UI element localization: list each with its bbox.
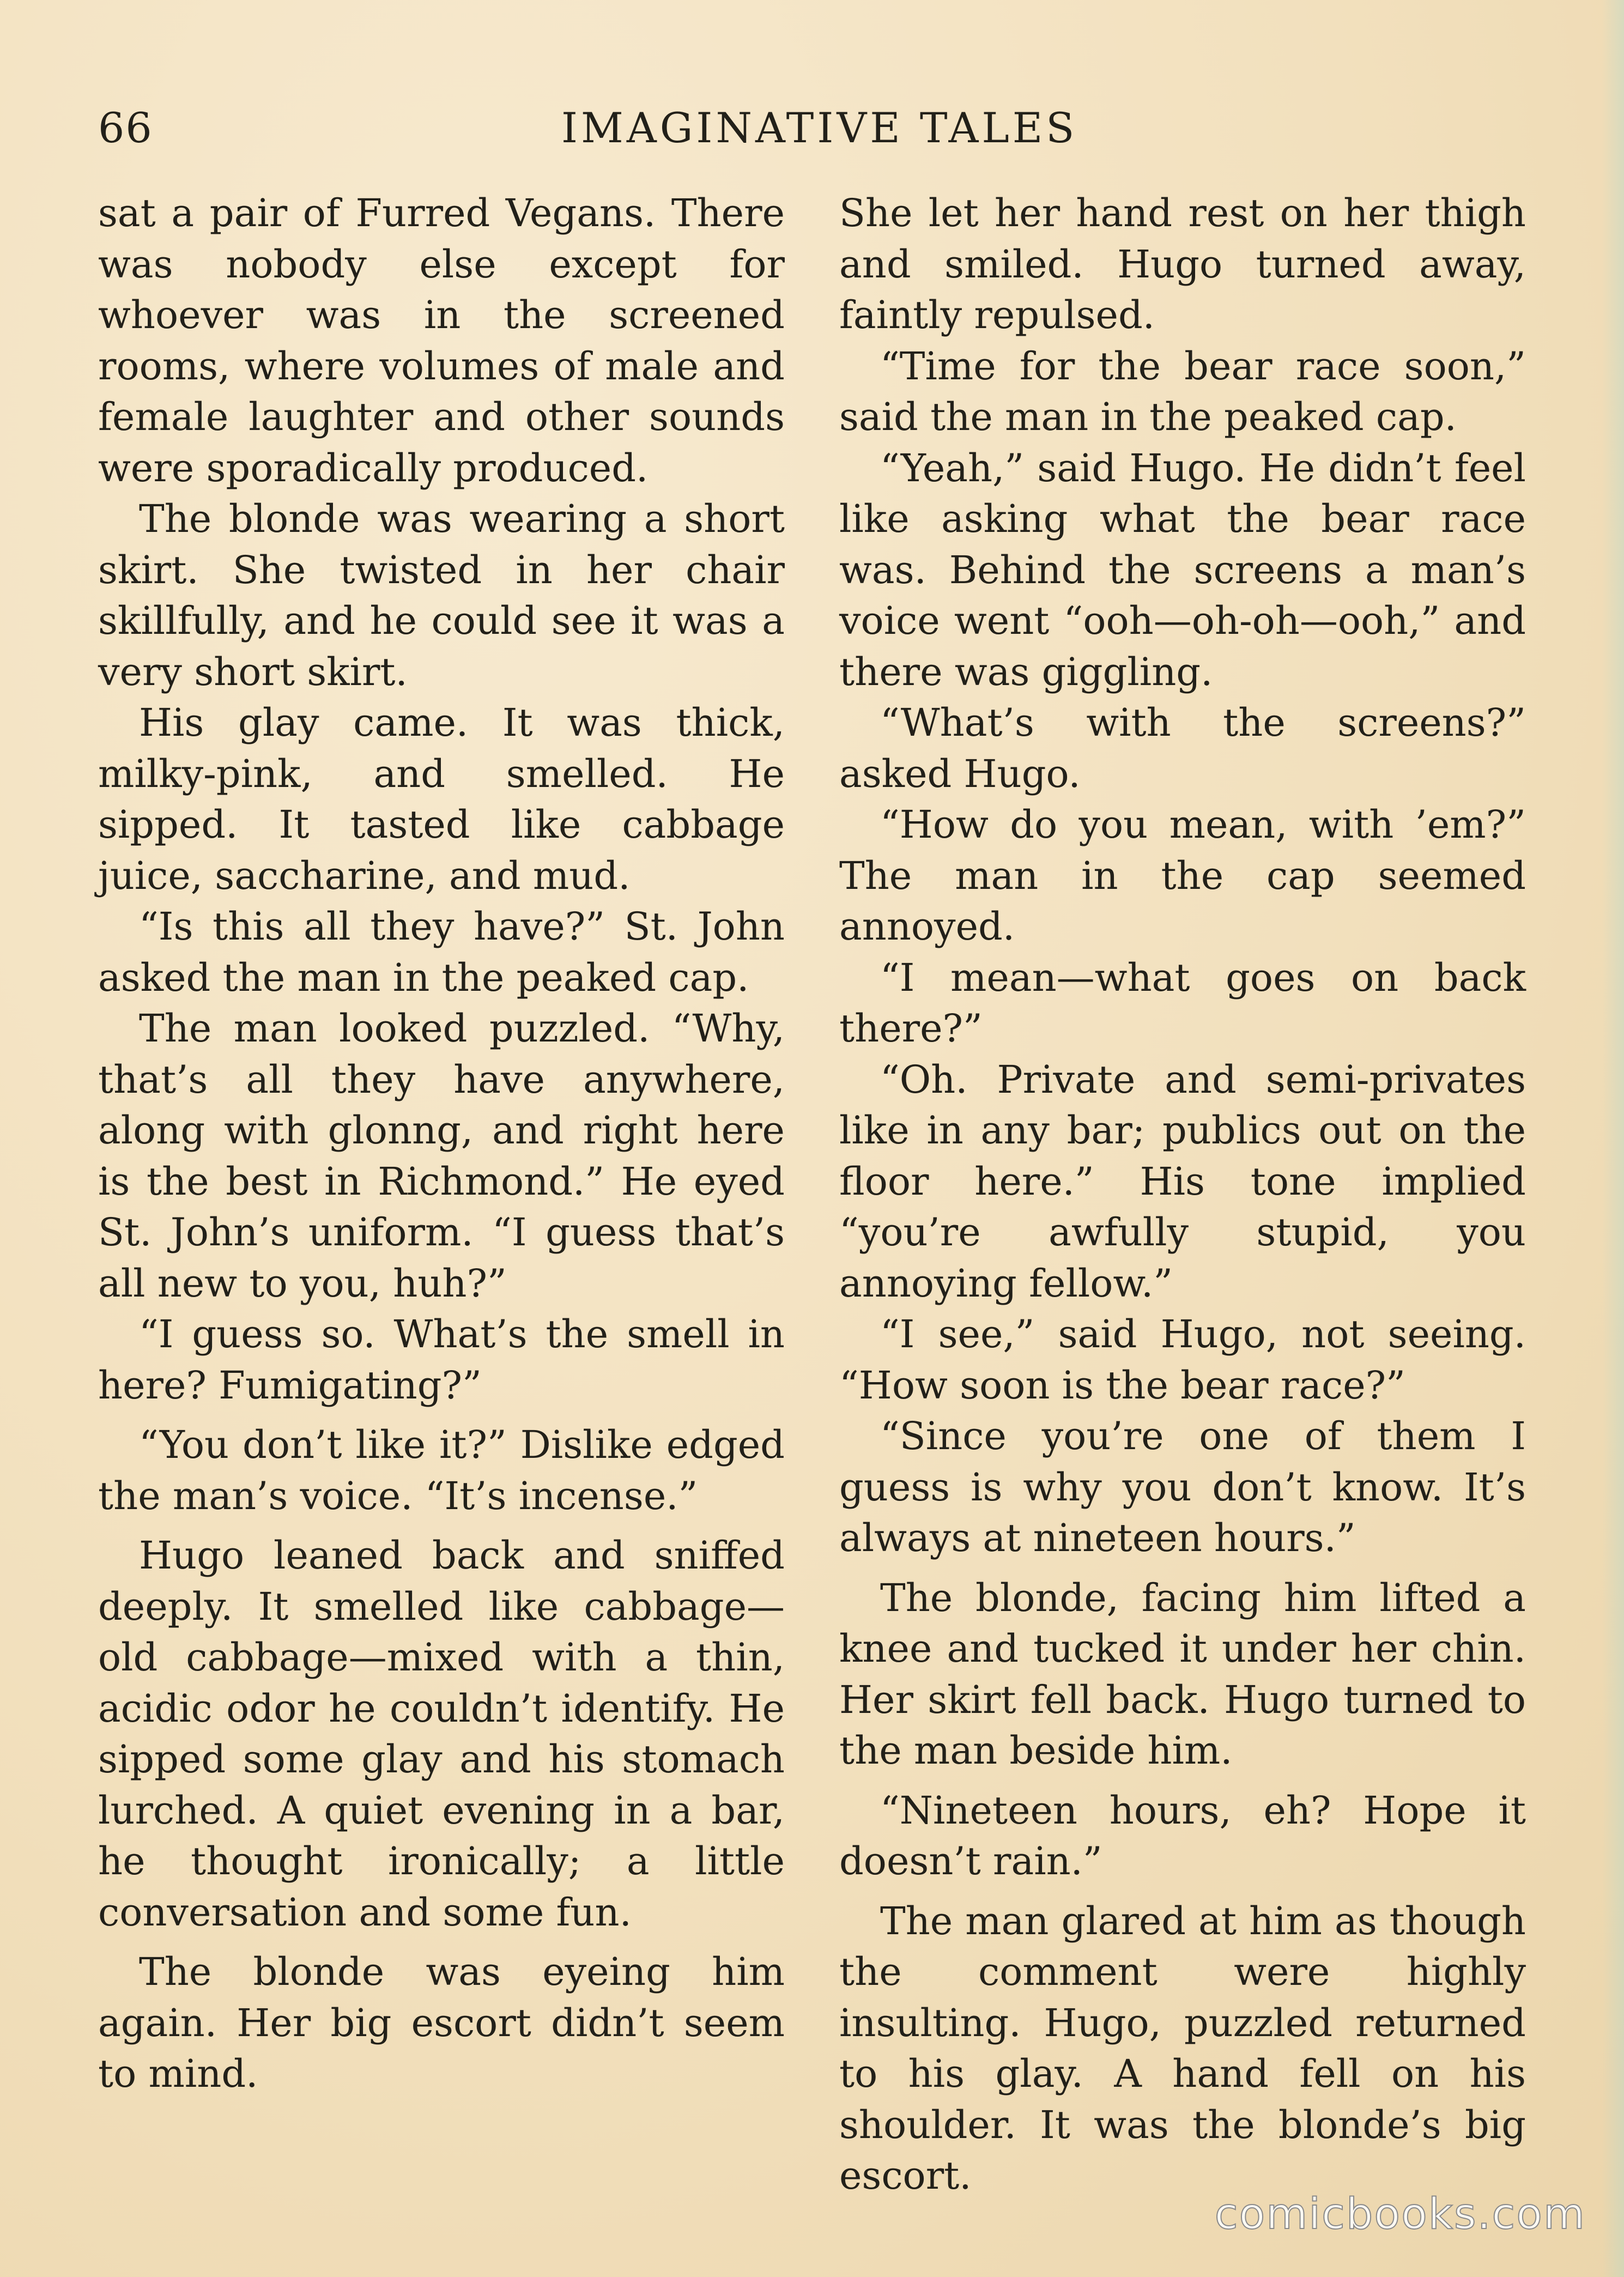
paragraph: The man looked puzzled. “Why, that’s all they have anywhere, along with glonng, and right here is the best in Richmond.” He eyed St. John’s uniform. “I guess that’s all new to you, huh?” xyxy=(98,1006,785,1306)
paragraph: “You don’t like it?” Dislike edged the man’s voice. “It’s incense.” xyxy=(98,1422,785,1518)
paragraph: “What’s with the screens?” asked Hugo. xyxy=(839,700,1526,796)
paragraph: Hugo leaned back and sniffed deeply. It smelled like cabbage— old cabbage—mixed with a thin, acidic odor he couldn’t identify. He sipped some glay and his stomach lurched. A quiet evening in a bar, he thought ironically; a little conversation and some fun. xyxy=(98,1533,785,1935)
paragraph: The man glared at him as though the comment were highly insulting. Hugo, puzzled returned to his glay. A hand fell on his shoulder. It was the blonde’s big escort. xyxy=(839,1898,1526,2198)
paragraph: “Is this all they have?” St. John asked the man in the peaked cap. xyxy=(98,904,785,1000)
paragraph: “Oh. Private and semi-privates like in any bar; publics out on the floor here.” His tone implied “you’re awfully stupid, you annoying fellow.” xyxy=(839,1057,1526,1306)
site-watermark: comicbooks.com xyxy=(1214,2190,1586,2239)
paragraph: “I see,” said Hugo, not seeing. “How soon is the bear race?” xyxy=(839,1312,1526,1408)
paragraph: “Yeah,” said Hugo. He didn’t feel like asking what the bear race was. Behind the screens a man’s voice went “ooh—oh-oh—ooh,” and there was giggling. xyxy=(839,445,1526,694)
magazine-title: IMAGINATIVE TALES xyxy=(561,104,1078,152)
page-header xyxy=(98,104,1526,163)
paragraph: She let her hand rest on her thigh and smiled. Hugo turned away, faintly repulsed. xyxy=(839,191,1526,337)
left-text-column xyxy=(98,188,785,2100)
page-edge-tint xyxy=(1602,0,1624,2277)
paragraph: The blonde was eyeing him again. Her big escort didn’t seem to mind. xyxy=(98,1949,785,2096)
paragraph: “I mean—what goes on back there?” xyxy=(839,955,1526,1051)
right-text-column xyxy=(839,188,1526,2202)
paragraph: “Nineteen hours, eh? Hope it doesn’t rain.” xyxy=(839,1788,1526,1884)
page-number: 66 xyxy=(98,104,153,152)
paragraph: His glay came. It was thick, milky-pink, and smelled. He sipped. It tasted like cabbage juice, saccharine, and mud. xyxy=(98,700,785,898)
paragraph: The blonde was wearing a short skirt. She twisted in her chair skillfully, and he could see it was a very short skirt. xyxy=(98,496,785,694)
paragraph: “Time for the bear race soon,” said the man in the peaked cap. xyxy=(839,343,1526,439)
paragraph: The blonde, facing him lifted a knee and tucked it under her chin. Her skirt fell back. Hugo turned to the man beside him. xyxy=(839,1575,1526,1773)
paragraph: “Since you’re one of them I guess is why you don’t know. It’s always at nineteen hours.” xyxy=(839,1414,1526,1560)
paragraph: “I guess so. What’s the smell in here? Fumigating?” xyxy=(98,1312,785,1408)
paragraph: “How do you mean, with ’em?” The man in the cap seemed annoyed. xyxy=(839,802,1526,949)
paragraph: sat a pair of Furred Vegans. There was nobody else except for whoever was in the screened rooms, where volumes of male and female laughter and other sounds were sporadically produced. xyxy=(98,191,785,490)
